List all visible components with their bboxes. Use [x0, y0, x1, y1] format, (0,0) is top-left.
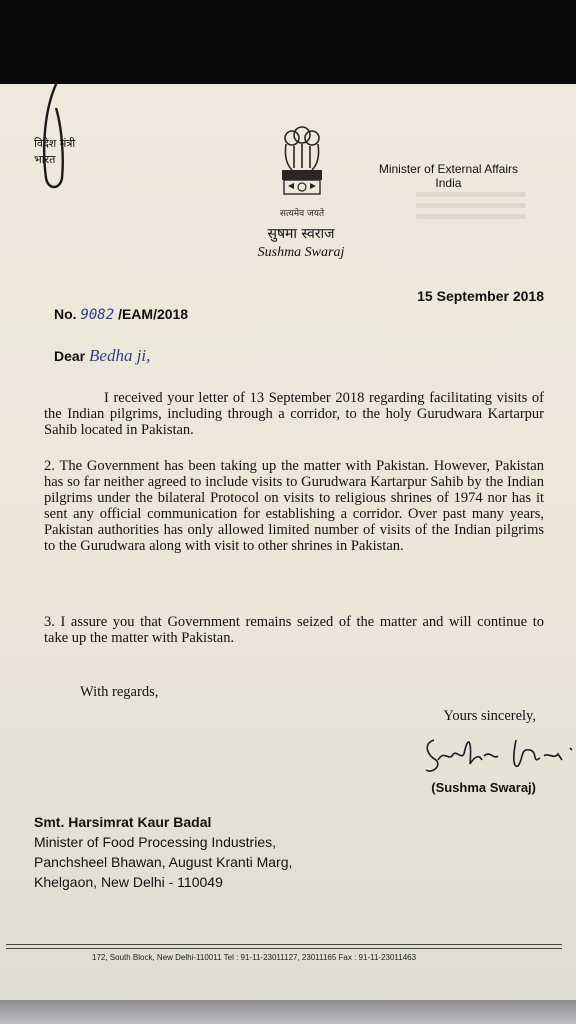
closing-regards: With regards,: [80, 684, 159, 700]
footer-rule-bottom: [6, 948, 562, 949]
salutation: [54, 346, 150, 366]
recipient-address: [34, 812, 292, 892]
paragraph-1: I received your letter of 13 September 2018 regarding facilitating visits of the Indian pilgrims, including through a corridor, to the holy Gurudwara Kartarpur Sahib located in Pakistan.: [44, 390, 544, 438]
reference-handwritten-number: 9082: [80, 307, 115, 323]
recipient-line3: Khelgaon, New Delhi - 110049: [34, 874, 223, 890]
office-title-line1: Minister of External Affairs: [378, 162, 518, 176]
sender-name-english: Sushma Swaraj: [257, 245, 345, 260]
recipient-line1: Minister of Food Processing Industries,: [34, 834, 276, 850]
faded-show-through: [416, 192, 526, 252]
footer-rule-top: [6, 944, 562, 945]
letter-date: 15 September 2018: [417, 288, 544, 304]
corner-hindi-line2: भारत: [34, 153, 56, 166]
signer-name: (Sushma Swaraj): [431, 780, 536, 795]
national-emblem-icon: [274, 122, 330, 202]
paragraph-2: 2. The Government has been taking up the matter with Pakistan. However, Pakistan has so far neither agreed to include visits to Gurudwara Kartarpur Sahib by the Indian pilgrims under the bilateral Protocol on visits to religious shrines of 1974 nor has it sent any official communication for establishing a corridor. Over past many years, Pakistan authorities has only allowed limited number of visits of the Indian pilgrims to the Gurudwara along with visit to other shrines in Pakistan.: [44, 458, 544, 554]
corner-hindi-line1: विदेश मंत्री: [34, 137, 76, 150]
salutation-dear: Dear: [54, 348, 86, 364]
paragraph-3: 3. I assure you that Government remains seized of the matter and will continue to take up the matter with Pakistan.: [44, 614, 544, 646]
salutation-handwritten-name: Bedha ji,: [89, 346, 151, 365]
handwritten-signature: [420, 730, 576, 778]
recipient-name: Smt. Harsimrat Kaur Badal: [34, 814, 212, 830]
office-title-line2: India: [435, 176, 462, 190]
reference-suffix: /EAM/2018: [118, 306, 189, 322]
paper-clip-icon: [38, 84, 78, 278]
footer-contact: 172, South Block, New Delhi-110011 Tel : 91-11-23011127, 23011165 Fax : 91-11-23011463: [92, 953, 417, 962]
corner-hindi-text: [34, 136, 75, 168]
recipient-line2: Panchsheel Bhawan, August Kranti Marg,: [34, 854, 293, 870]
desk-surface: [0, 1000, 576, 1024]
closing-yours-sincerely: Yours sincerely,: [443, 708, 536, 724]
letter-page: [0, 84, 576, 1024]
emblem-motto: सत्यमेव जयते: [279, 209, 325, 219]
reference-number: [54, 306, 188, 323]
reference-prefix: No.: [54, 306, 77, 322]
sender-name-hindi: सुषमा स्वराज: [267, 226, 335, 242]
office-title: [379, 162, 518, 190]
